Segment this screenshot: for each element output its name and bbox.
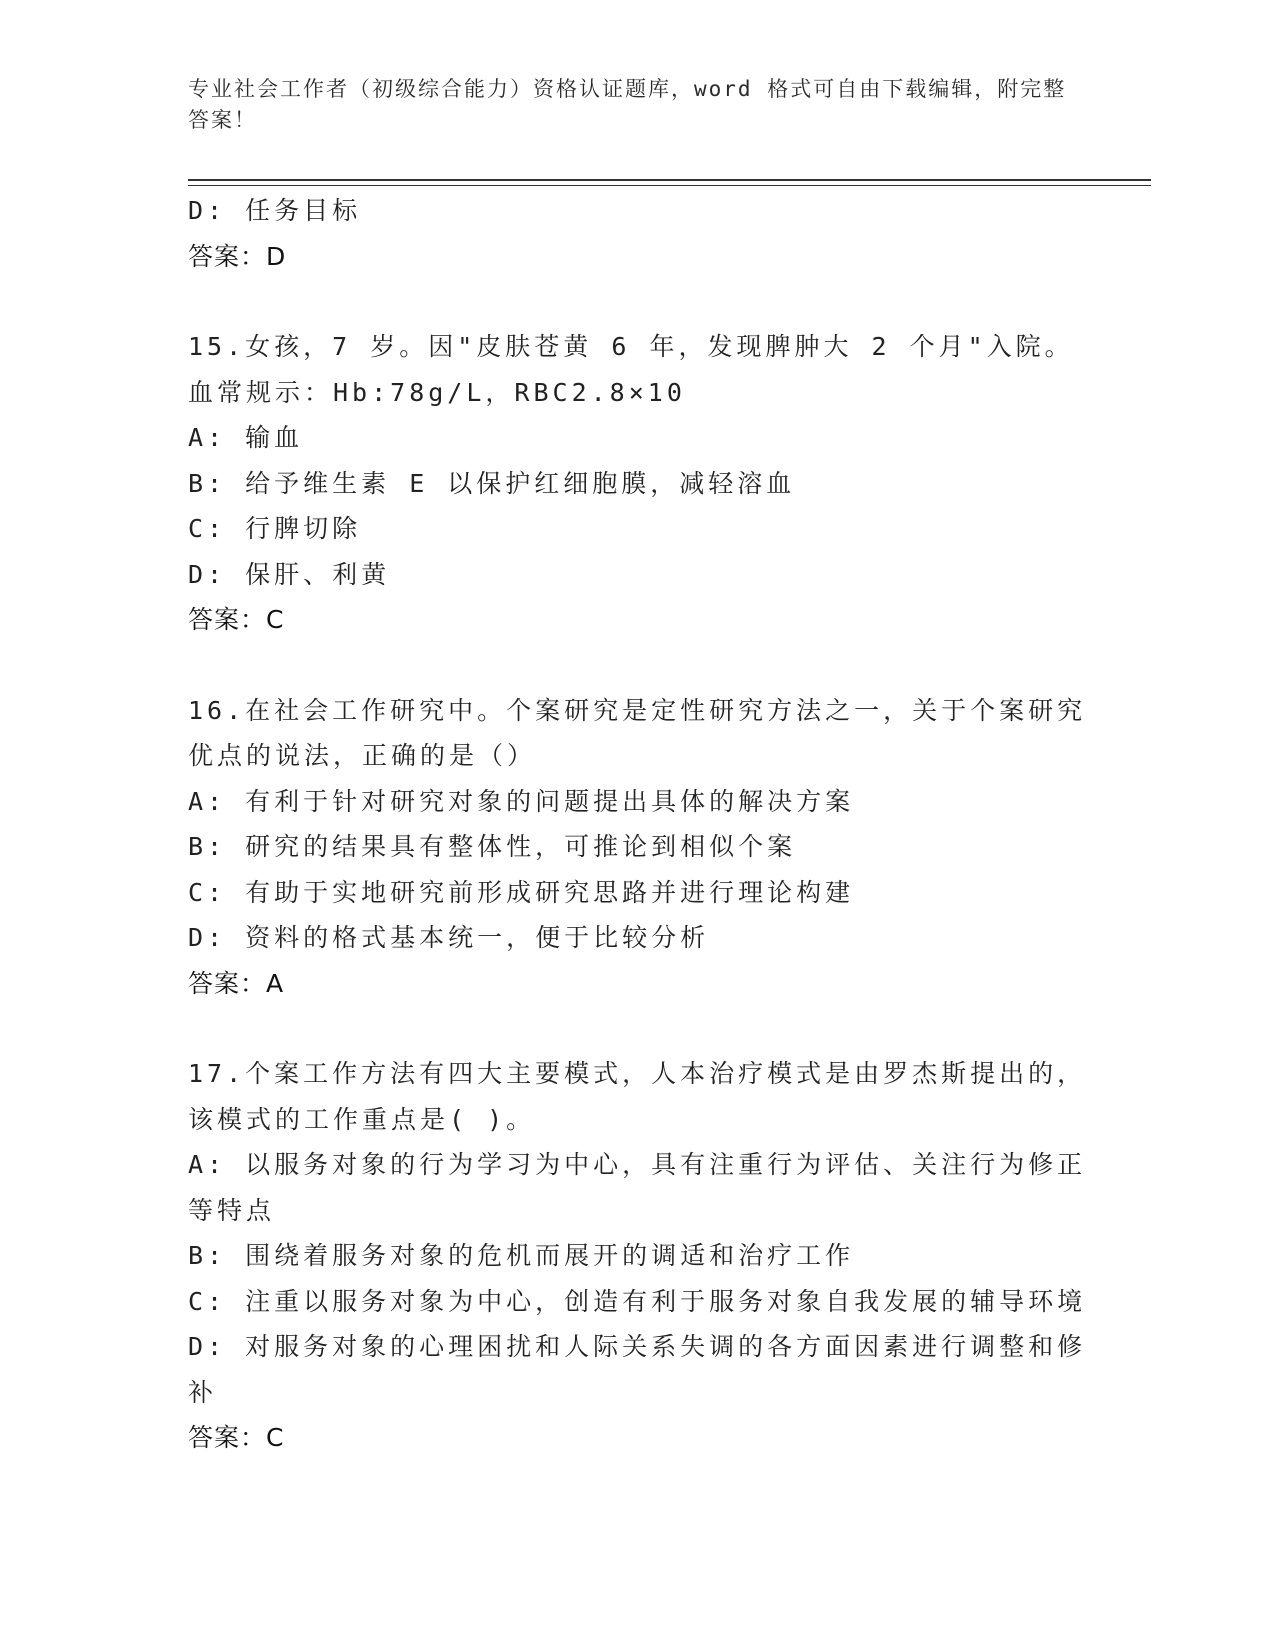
question-text: 15.女孩，7 岁。因"皮肤苍黄 6 年，发现脾肿大 2 个月"入院。血常规示：Hb:78g/L，RBC2.8×10 bbox=[188, 332, 1074, 407]
spacer bbox=[188, 643, 1088, 688]
option-line: A: 输血 bbox=[188, 423, 304, 452]
answer-line: 答案：C bbox=[188, 605, 285, 634]
question-block bbox=[188, 324, 1088, 643]
question-text: 16.在社会工作研究中。个案研究是定性研究方法之一，关于个案研究优点的说法，正确的是（） bbox=[188, 695, 1087, 770]
option-line: D: 保肝、利黄 bbox=[188, 559, 391, 589]
option-line: B: 围绕着服务对象的危机而展开的调适和治疗工作 bbox=[188, 1241, 855, 1270]
question-block bbox=[188, 688, 1088, 1007]
question-text: 17.个案工作方法有四大主要模式，人本治疗模式是由罗杰斯提出的，该模式的工作重点是( )。 bbox=[188, 1059, 1087, 1134]
option-line: D: 任务目标 bbox=[188, 196, 362, 225]
spacer bbox=[188, 1006, 1088, 1051]
question-block bbox=[188, 1051, 1088, 1461]
header-rule-thick bbox=[188, 179, 1151, 181]
option-line: B: 研究的结果具有整体性，可推论到相似个案 bbox=[188, 832, 797, 861]
option-line: D: 对服务对象的心理困扰和人际关系失调的各方面因素进行调整和修补 bbox=[188, 1332, 1087, 1407]
option-line: A: 有利于针对研究对象的问题提出具体的解决方案 bbox=[188, 786, 855, 816]
spacer bbox=[188, 279, 1088, 324]
document-header: 专业社会工作者（初级综合能力）资格认证题库，word 格式可自由下载编辑，附完整答案！ bbox=[188, 77, 1067, 132]
answer-line: 答案：C bbox=[188, 1423, 285, 1452]
option-line: B: 给予维生素 E 以保护红细胞膜，减轻溶血 bbox=[188, 468, 796, 498]
header-rule-thin bbox=[188, 185, 1151, 186]
option-line: C: 注重以服务对象为中心，创造有利于服务对象自我发展的辅导环境 bbox=[188, 1286, 1087, 1316]
answer-line: 答案：A bbox=[188, 968, 285, 998]
question-block bbox=[188, 188, 1088, 279]
question-content bbox=[188, 188, 1088, 1461]
option-line: A: 以服务对象的行为学习为中心，具有注重行为评估、关注行为修正等特点 bbox=[188, 1150, 1087, 1225]
answer-line: 答案：D bbox=[188, 241, 287, 271]
option-line: C: 行脾切除 bbox=[188, 514, 362, 543]
option-line: D: 资料的格式基本统一，便于比较分析 bbox=[188, 923, 710, 952]
option-line: C: 有助于实地研究前形成研究思路并进行理论构建 bbox=[188, 877, 855, 907]
